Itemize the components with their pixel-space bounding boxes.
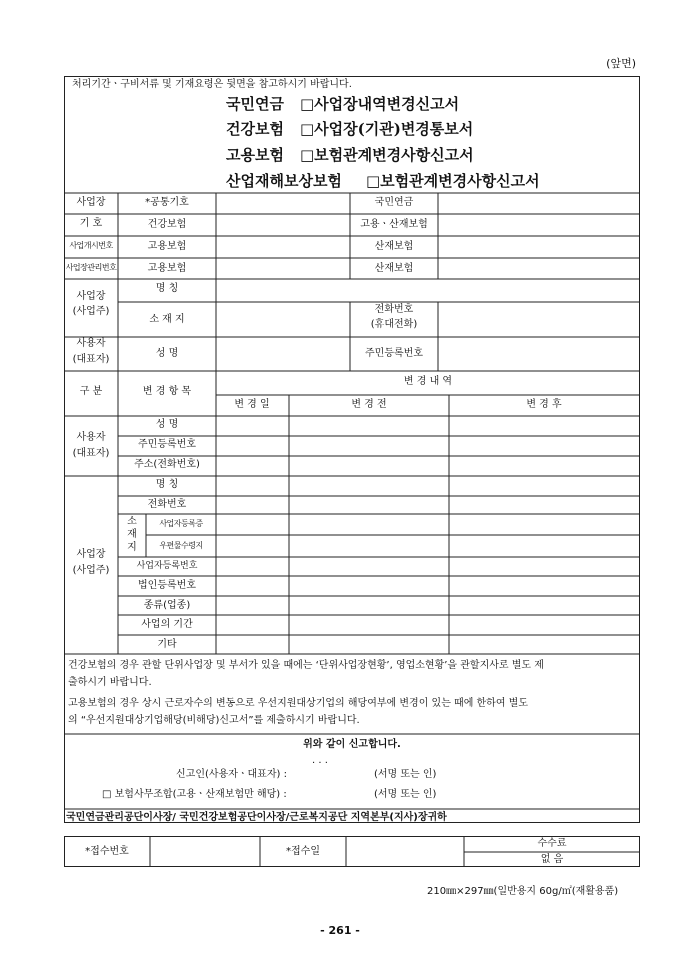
workplace-item-mail-address: 우편물수령지: [159, 541, 203, 550]
title-employment-name: □보험관계변경사항신고서: [300, 146, 474, 164]
employment-label-b: 고용보험: [147, 263, 187, 274]
category-header: 구 분: [79, 386, 103, 397]
report-form: [64, 76, 640, 823]
title-pension-name: □사업장내역변경신고서: [300, 95, 460, 113]
workplace-item-industry: 종류(업종): [143, 600, 191, 611]
title-health-prefix: 건강보험: [226, 120, 284, 138]
title-employment-prefix: 고용보험: [226, 146, 284, 164]
workplace-item-registration: 사업자등록증: [159, 519, 203, 528]
workplace-label: 사업장: [76, 291, 106, 302]
business-code-label-2: 기 호: [79, 218, 103, 229]
workplace-name-label: 명 칭: [155, 283, 179, 294]
association-signature: (서명 또는 인): [374, 789, 437, 800]
page-number: - 261 -: [320, 924, 360, 937]
phone-label-2: (휴대전화): [370, 319, 418, 330]
common-code-label: *공통기호: [145, 197, 189, 208]
employer-label-2: (대표자): [72, 354, 110, 365]
workplace-item-business-reg-no: 사업자등록번호: [136, 561, 198, 571]
location-char-1: 소: [127, 516, 137, 527]
note-health-1: 건강보험의 경우 관할 단위사업장 및 부서가 있을 때에는 ‘단위사업장현황’, 영업소현황’을 관할지사로 별도 제: [68, 660, 544, 671]
workplace-address-label: 소 재 지: [149, 314, 185, 325]
workplace-item-phone: 전화번호: [147, 499, 187, 510]
instruction-text: 처리기간ㆍ구비서류 및 기재요령은 뒷면을 참고하시기 바랍니다.: [72, 79, 352, 90]
date-marks: . . .: [312, 755, 328, 766]
change-date-header: 변 경 일: [234, 399, 270, 410]
industrial-label-b: 산재보험: [374, 263, 414, 274]
title-health-name: □사업장(기관)변경통보서: [300, 120, 474, 138]
employer-label: 사용자: [76, 338, 106, 349]
health-label: 건강보험: [147, 219, 187, 230]
paper-spec: 210㎜×297㎜(일반용지 60g/㎡(재활용품): [427, 886, 619, 897]
reporter-signature: (서명 또는 인): [374, 769, 437, 780]
reporter-label: 신고인(사용자ㆍ대표자) :: [176, 769, 287, 780]
change-item-header: 변 경 항 목: [142, 386, 192, 397]
workplace-mgmt-no-label: 사업장관리번호: [65, 263, 117, 272]
employment-label-a: 고용보험: [147, 241, 187, 252]
fee-label: 수수료: [537, 838, 567, 849]
after-change-header: 변 경 후: [526, 399, 562, 410]
workplace-label-2: (사업주): [72, 306, 110, 317]
employer-item-resident-no: 주민등록번호: [138, 439, 196, 450]
business-code-label: 사업장: [76, 197, 106, 208]
recipients-line: 국민연금관리공단이사장/ 국민건강보험공단이사장/근로복지공단 지역본부(지사)장귀하: [66, 812, 447, 823]
note-health-2: 출하시기 바랍니다.: [68, 677, 152, 688]
title-industrial-prefix: 산업재해보상보험: [226, 172, 342, 190]
receipt-date-label: *접수일: [286, 846, 320, 857]
declaration-statement: 위와 같이 신고합니다.: [303, 739, 401, 750]
before-change-header: 변 경 전: [351, 399, 387, 410]
industrial-label-a: 산재보험: [374, 241, 414, 252]
title-industrial-name: □보험관계변경사항신고서: [366, 172, 540, 190]
receipt-row: [64, 836, 640, 867]
workplace-item-other: 기타: [157, 639, 177, 650]
pension-label: 국민연금: [374, 197, 414, 208]
fee-value: 없 음: [540, 854, 564, 865]
association-label: □ 보험사무조합(고용ㆍ산재보험만 해당) :: [102, 789, 287, 800]
employer-section-label: 사용자: [76, 432, 106, 443]
title-pension-prefix: 국민연금: [226, 95, 284, 113]
employer-section-label-2: (대표자): [72, 448, 110, 459]
workplace-item-name: 명 칭: [155, 479, 179, 490]
employer-name-label: 성 명: [155, 348, 179, 359]
phone-label: 전화번호: [374, 304, 414, 315]
employer-item-name: 성 명: [155, 419, 179, 430]
receipt-number-label: *접수번호: [85, 846, 129, 857]
workplace-item-corp-reg-no: 법인등록번호: [138, 580, 196, 591]
workplace-section-label: 사업장: [76, 549, 106, 560]
employer-item-address: 주소(전화번호): [134, 459, 200, 470]
change-details-header: 변 경 내 역: [403, 376, 453, 387]
workplace-section-label-2: (사업주): [72, 565, 110, 576]
employment-industrial-label: 고용ㆍ산재보험: [360, 219, 428, 230]
page-side-label: (앞면): [606, 57, 636, 70]
resident-no-label: 주민등록번호: [365, 348, 423, 359]
workplace-item-period: 사업의 기간: [141, 619, 193, 630]
note-employment-1: 고용보험의 경우 상시 근로자수의 변동으로 우선지원대상기업의 해당여부에 변경이 있는 때에 한하여 별도: [68, 698, 529, 709]
note-employment-2: 의 “우선지원대상기업해당(비해당)신고서”를 제출하시기 바랍니다.: [68, 715, 360, 726]
location-char-2: 재: [127, 529, 137, 540]
location-char-3: 지: [127, 542, 137, 553]
business-start-no-label: 사업개시번호: [69, 241, 113, 250]
